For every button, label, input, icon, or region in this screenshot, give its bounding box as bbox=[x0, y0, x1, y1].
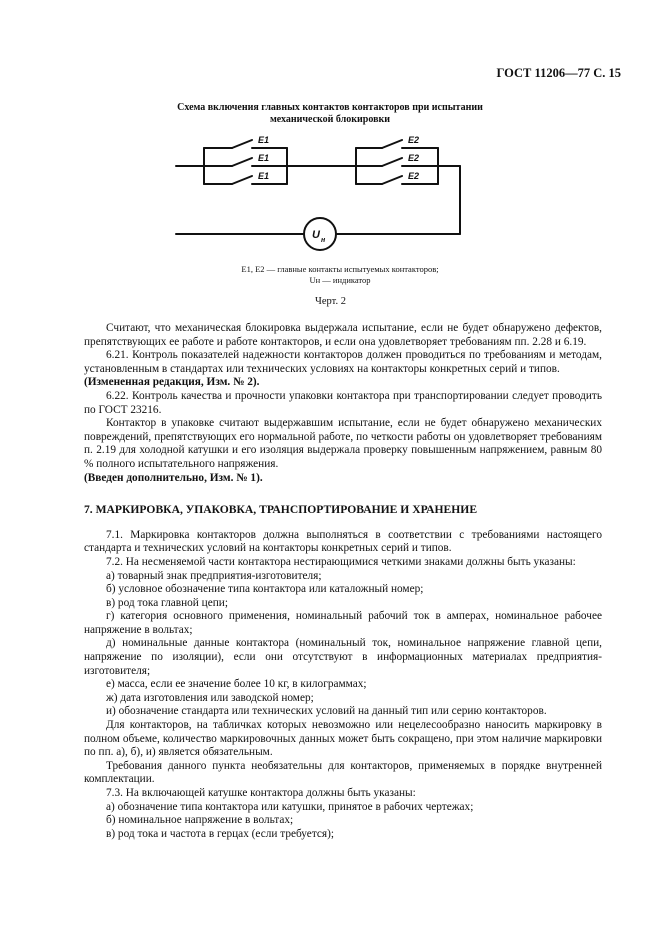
list-item: е) масса, если ее значение более 10 кг, в килограммах; bbox=[106, 678, 367, 691]
paragraph: 7.2. На несменяемой части контактора нестирающимися четкими знаками должны быть указаны: bbox=[106, 555, 576, 568]
label-e2-2: E2 bbox=[408, 153, 420, 163]
paragraph: 7.1. Маркировка контакторов должна выполняться в соответствии с требованиями настоящего стандарта и технических условий на контакторы конкретных серий и типов. bbox=[84, 528, 602, 555]
paragraph: 6.22. Контроль качества и прочности упаковки контактора при транспортировании следует проводить по ГОСТ 23216. bbox=[84, 389, 602, 416]
contact-e1-3 bbox=[204, 176, 287, 184]
indicator-circle bbox=[304, 218, 336, 250]
figure-number: Черт. 2 bbox=[315, 296, 346, 307]
figure-title-line-1: Схема включения главных контактов контакторов при испытании bbox=[177, 102, 483, 113]
list-item: ж) дата изготовления или заводской номер; bbox=[106, 691, 314, 704]
indicator-subscript: н bbox=[321, 237, 326, 244]
contact-e2-2 bbox=[356, 158, 438, 166]
list-item: в) род тока главной цепи; bbox=[106, 596, 228, 609]
label-e1-1: E1 bbox=[258, 135, 270, 145]
paragraph: Для контакторов, на табличках которых невозможно или нецелесообразно наносить маркировку в полном объеме, количество маркировочных данных может быть сокращено, при этом наличие маркировки по пп. а), б), и) является обязательным. bbox=[84, 719, 602, 759]
paragraph: 7.3. На включающей катушке контактора должны быть указаны: bbox=[106, 787, 416, 799]
contact-e2-3 bbox=[356, 176, 438, 184]
page-header: ГОСТ 11206—77 С. 15 bbox=[496, 66, 621, 80]
list-item: б) номинальное напряжение в вольтах; bbox=[106, 814, 294, 827]
list-item: в) род тока и частота в герцах (если требуется); bbox=[106, 827, 335, 840]
label-e1-3: E1 bbox=[258, 171, 270, 181]
list-item: г) категория основного применения, номинальный рабочий ток в амперах, номинальное рабочее напряжение в вольтах; bbox=[84, 610, 602, 636]
section-heading: 7. МАРКИРОВКА, УПАКОВКА, ТРАНСПОРТИРОВАНИЕ И ХРАНЕНИЕ bbox=[84, 503, 478, 517]
label-e1-2: E1 bbox=[258, 153, 270, 163]
caption-line-1: E1, E2 — главные контакты испытуемых контакторов; bbox=[241, 264, 439, 274]
list-item: б) условное обозначение типа контактора или каталожный номер; bbox=[106, 583, 424, 596]
paragraph: Контактор в упаковке считают выдержавшим испытание, если не будет обнаружено механических повреждений, препятствующих его нормальной работе, по четкости работы он удовлетворяет требованиям п. 2.19 для холодной катушки и его изоляция выдержала проверку повышенным напряжением, равным 80 % полного испытательного напряжения. bbox=[84, 417, 602, 470]
contact-e1-1 bbox=[204, 140, 287, 148]
label-e2-1: E2 bbox=[408, 135, 420, 145]
list-item: а) обозначение типа контактора или катушки, принятое в рабочих чертежах; bbox=[106, 800, 474, 813]
body-text bbox=[84, 322, 602, 841]
paragraph: Требования данного пункта необязательны для контакторов, применяемых в порядке внутренней комплектации. bbox=[84, 759, 602, 786]
list-item: а) товарный знак предприятия-изготовителя; bbox=[106, 569, 322, 582]
figure-caption bbox=[190, 264, 490, 286]
paragraph: Считают, что механическая блокировка выдержала испытание, если не будет обнаружено дефектов, препятствующих ее работе и работе контакторов, и если она удовлетворяет требованиям пп. 2.28 и 6.19. bbox=[84, 322, 602, 348]
circuit-diagram bbox=[0, 0, 661, 300]
list-item: и) обозначение стандарта или технических условий на данный тип или серию контакторов. bbox=[106, 705, 547, 718]
list-item: д) номинальные данные контактора (номинальный ток, номинальное напряжение главной цепи, напряжение по изоляции), если они отсутствуют в информационных материалах предприятия-изготовителя; bbox=[84, 637, 602, 677]
figure-title-line-2: механической блокировки bbox=[269, 114, 391, 125]
amendment-note: (Измененная редакция, Изм. № 2). bbox=[84, 376, 260, 389]
indicator-label: U bbox=[312, 229, 320, 241]
contact-e2-1 bbox=[356, 140, 438, 148]
paragraph: 6.21. Контроль показателей надежности контакторов должен проводиться по требованиям и методам, установленным в стандартах или технических условиях на контакторы конкретных серий и типов. bbox=[84, 349, 602, 375]
amendment-note: (Введен дополнительно, Изм. № 1). bbox=[84, 471, 263, 484]
contact-e1-2 bbox=[204, 158, 287, 166]
label-e2-3: E2 bbox=[408, 171, 420, 181]
caption-line-2: Uн — индикатор bbox=[309, 275, 371, 285]
